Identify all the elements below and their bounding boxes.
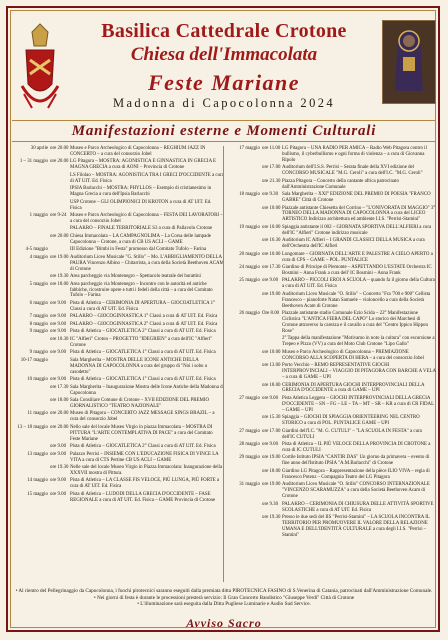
event-text: Area parcheggio via Montenegro – Spettacolo teatrale dei burattini	[70, 274, 201, 280]
event-text: Palazzo Perrisi – INSIEME CON L'EDUCAZIONE FISICA DI VINCE LA VITA a cura di CTS Pertine CB US ACLI – GAME	[70, 451, 219, 463]
event-date	[226, 415, 262, 427]
event-date: 25 maggio	[239, 278, 260, 284]
event-text: Lungomare – GIORNATA DELL'ARTE E PALESTRE A CIELO APERTO a cura di CPS – GAME – POL. PUNTALICE	[282, 251, 433, 263]
event-time: ore 19.00	[50, 254, 69, 260]
event-row	[14, 186, 224, 198]
event-date	[226, 383, 262, 395]
event-date: 11 maggio	[27, 411, 48, 417]
event-text: Auditorium IC Alfieri – I GRANDI CLASSICI DELLA MUSICA a cura dell'Orchestra dell'IC Alfieri	[282, 238, 425, 250]
signature: Avviso Sacro	[186, 616, 262, 630]
event-date	[14, 274, 50, 280]
footer-line-band: • Nei giorni di festa è durante le processioni presterà servizio: Il Gran Concerto Bandistico "Giuseppe Verdi" Città di Crotone	[93, 594, 355, 601]
event-row	[14, 282, 224, 300]
event-time: ore 16.30	[262, 238, 281, 244]
event-text: Auditorium Liceo Musicale "O. Stillo" – Concerto "Fra '700 e 900" Cellista Francesco – pianoforte Natan Samuele – violoncello a cura della Società Beethoven Acam di Crotone	[282, 291, 431, 309]
right-events-column	[226, 146, 436, 540]
event-date: 4-5 maggio	[25, 247, 48, 253]
event-text: Sala Consiliare Comune di Crotone – XVII EDIZIONE DEL PREMIO GIORNALISTICO "TEATRO NAZIONALE"	[70, 398, 210, 409]
event-row	[226, 278, 436, 290]
event-row	[226, 442, 436, 454]
event-date: 26 maggio	[239, 311, 260, 317]
event-time: ore 9.00	[262, 395, 279, 401]
event-row	[14, 322, 224, 328]
event-time: ore 9.00	[50, 321, 67, 327]
event-date: 4 maggio	[29, 254, 48, 260]
event-text: Sala Margherita – Inaugurazione Mostra delle Icone Antiche della Madonna di Capocolonna	[70, 384, 224, 396]
event-time: ore 15.30	[262, 415, 281, 421]
event-time: ore 17.00	[262, 165, 281, 171]
event-text: 2° Tappa della manifestazione "Motivamo in noto la cultura" con escursione a Trepeo e Pizzo (VV) a cura del Moto Club Crotone "Lipo Gallo"	[282, 336, 435, 348]
event-text: PALAKRO – GIOCOGINNASTICA 1° Classi a cura di AT UIT. Ed. Fisica	[70, 314, 218, 320]
event-time: ore 11.00	[262, 146, 281, 151]
event-row	[226, 383, 436, 395]
event-date: 17 maggio	[239, 146, 260, 151]
event-text: Piazzale antistante Chiesetta del Corrino – "L'ONIVORATA DI MAGGIO" 3° TORNEO DELLA MADONNA DI CAPOCOLONNA a cura del LICEO ARTISTICO Indirizzo architettura ed ambiente I.I.S. "Perrisi-Stamini"	[282, 205, 436, 223]
event-text: Museo e Parco Archeologico di Capocolonna – REGHIUM JAZZ IN CONCERTO – a cura del consorzio Jobel	[70, 146, 206, 157]
event-time: ore 13.00	[262, 363, 281, 369]
event-row	[14, 213, 224, 225]
church-subtitle: Chiesa dell'Immacolata	[130, 44, 318, 65]
event-row	[14, 159, 224, 171]
event-time	[50, 358, 70, 376]
event-date	[226, 336, 262, 348]
church-name: Basilica Cattedrale Crotone	[101, 20, 347, 42]
event-time: ore 19.00	[262, 455, 281, 461]
event-date: 9 maggio	[29, 350, 48, 356]
event-row	[14, 146, 224, 158]
event-time: ore 10.00	[262, 205, 281, 211]
event-row	[226, 252, 436, 264]
event-time: ore 9.00	[50, 377, 67, 383]
event-row	[14, 314, 224, 320]
event-time	[50, 226, 70, 232]
event-text: Spiaggia – GIOCHI DI SPIAGGIA ORIENTEERING NEL CENTRO STORICO a cura di POL. PUNTALICE GAME – UPI	[282, 415, 420, 427]
event-row	[226, 482, 436, 500]
festival-title: Feste Mariane	[147, 70, 301, 95]
event-row	[226, 415, 436, 427]
event-row	[14, 301, 224, 313]
event-time: ore 19.00	[262, 482, 281, 488]
event-text: Pista di Atletica – GIOCATLETICA 1° Classi a cura di AT UIT. Ed. Fisica	[70, 350, 216, 356]
event-date	[14, 200, 50, 212]
event-row	[226, 192, 436, 204]
event-row	[14, 398, 224, 410]
event-time: ore 9.30	[262, 192, 279, 198]
event-text: Sala Margherita – MOSTRA DELLE ICONE ANTICHE DELLA MADONNA DI CAPOCOLONNA a cura del gruppo di "Noi i sobu u casodetto"	[70, 357, 208, 375]
event-text: Presso le due sedi del IIS "Perrisi-Stamini" – LA SCUOLA INCONTRA IL TERRITORIO PER PROMUOVERE IL VALORE DELLA RELAZIONE UMANA E DELL'IDENTITÀ CULTURALE a cura degli I.I.S. "Perrisi – Stamini"	[282, 515, 430, 538]
event-date: 6 maggio	[29, 300, 48, 306]
event-time: ore 17.00	[262, 428, 281, 434]
event-text: Pista di Atletica – GIOCATLETICA 2° Classi a cura di AT UIT. Ed. Fisica	[70, 329, 216, 335]
event-row	[14, 329, 224, 335]
event-date: 7 maggio	[29, 314, 48, 320]
event-text: LS Filolao – MOSTRA: AGONISTICA TRA I GRECI D'OCCIDENTE a cura di AT UIT. Ed. Fisica	[70, 172, 224, 184]
event-row	[14, 411, 224, 423]
event-time: ore 21.30	[262, 178, 281, 184]
event-time: ore 9.00	[262, 442, 279, 448]
event-row	[14, 234, 224, 246]
event-date: 27 maggio	[239, 395, 260, 401]
event-time: ore 10.00	[262, 251, 281, 257]
event-time: ore 9.00	[50, 451, 67, 457]
event-row	[226, 350, 436, 362]
event-date	[226, 363, 262, 381]
event-text: Piazzale antistante stadio Comunale Ezio Scida – 22° Manifestazione Ciclistica "L'ANTICA FIERA DEL CAPO" Lo storico dei Marchesi di Crotone attraverso la carezza e il cavallo a cura del "Centro Ippico Hippon Rose"	[282, 311, 428, 334]
event-text: Nelle sale del locale Museo Virgio in Piazza Immacolata: Inaugurazione della XXXVII mostra di Pittura.	[70, 465, 223, 476]
event-time: ore 20.00	[50, 233, 69, 239]
event-text: PALAKRO – FINALE TERRITORIALE S3 a cura di Pallavolo Crotone	[70, 226, 213, 232]
event-time: ore 10.30	[50, 336, 69, 342]
left-events-column	[14, 146, 224, 505]
event-time: ore 20.00	[50, 424, 69, 430]
event-time: ore 18.00	[50, 398, 69, 403]
event-date	[14, 173, 50, 185]
event-time	[50, 186, 70, 198]
event-text: PALAKRO – CERIMONIA DI CHIUSURA DELLE ATTIVITÀ SPORTIVE SCOLASTICHE a cura di AT UIT. Ed. Fisica	[282, 501, 434, 513]
event-text: Piazza Pitagora – Concerto della cantante africa patrocinato dall'Amministrazione Comunale	[282, 178, 399, 190]
event-text: Pista di Atletica – IL PIÙ VELOCE DELLA PROVINCIA DI CROTONE a cura di IC CUTULI	[282, 442, 431, 453]
event-text: Nello sale del locale Museo Virgio in piazza Immacolata – MOSTRA DI PITTURA "L'ARTE CONTEMPLATIVA DI PACE" a cura del Comitato Feste Mariane	[70, 424, 213, 442]
event-row	[226, 238, 436, 250]
event-date	[14, 337, 50, 349]
event-date	[14, 226, 50, 232]
event-date: 14 maggio	[27, 478, 48, 484]
event-row	[14, 255, 224, 273]
event-date	[226, 502, 262, 514]
event-row	[226, 469, 436, 481]
event-text: Museo di Pitagora – CONCERTO JAZZ MESSAGE SINGS BRAZIL – a cura del consorzio Jobel	[70, 411, 215, 423]
event-date	[14, 186, 50, 198]
event-row	[226, 179, 436, 191]
event-date: 8 maggio	[29, 321, 48, 327]
event-time: ore 20.00	[50, 411, 69, 417]
event-date: 13 maggio	[27, 451, 48, 457]
event-row	[14, 200, 224, 212]
header	[0, 12, 448, 130]
event-time: ore 17.30	[50, 384, 69, 390]
event-time: ore 19.30	[50, 274, 69, 280]
event-text: CERIMONIA DI APERTURA GIOCHI INTERPROVINCIALI DELLA GRECIA D'OCCIDENTE a cura di GAME – UPI	[282, 382, 425, 394]
event-date	[226, 179, 262, 191]
event-text: LG Pitagora – MOSTRA: AGONISTICA E GINNASTICA IN GRECIA E MAGNA GRECIA a cura di AONI – Provincia di Crotone	[70, 159, 217, 171]
event-date: 13 – 18 maggio	[17, 424, 48, 430]
event-row	[226, 292, 436, 310]
event-time: ore 20.00	[50, 146, 69, 151]
event-time: ore 9.00	[50, 300, 67, 306]
event-row	[14, 377, 224, 383]
event-row	[14, 385, 224, 397]
event-row	[226, 515, 436, 539]
event-text: Chiesa Immacolata – LA CAMPAGNOLIMA – La Corsa delle lampade Capocolonna – Crotone, a cura di CB US ACLI – GAME	[70, 233, 211, 245]
event-time: ore 18.00	[262, 468, 281, 474]
event-text: Pista di Atletica – GIOCATLETICA 2° Classi a cura di AT UIT. Ed. Fisica	[70, 444, 216, 450]
event-date	[226, 165, 262, 177]
event-time: ore 9.00	[50, 350, 67, 356]
event-date: 1 maggio	[29, 213, 48, 219]
event-date: 28 maggio	[239, 442, 260, 448]
event-text: Pista di Atletica – CERIMONIA DI APERTURA – GIOCOATLETICA 1° Classi a cura di AT UIT. Ed. Fisica	[70, 300, 215, 312]
event-text: Pista di Atletica – GIOCATLETICA 1° Classi a cura di AT UIT. Ed. Fisica	[70, 377, 216, 383]
event-text: Auditorium Liceo Musicale "G. Stillo" – Mo. L'ABBIGLIAMENTO DELLA PAURA Vincenzo Albino – Chitarrista, a cura della Società Beethoven ACAM di Crotone	[70, 254, 224, 272]
event-text: Porto Vecchio – REMO REPRESENTATIVE GIOCHI INTERPROVINCIALI – VIAGGIO DI PITAGORA CON BARCHE A VELA – a cura di GAME – UPI	[282, 363, 436, 381]
event-time: ore 9.00	[50, 329, 67, 335]
event-row	[14, 425, 224, 443]
event-text: PALAKRO – PICCOLI EROI A SCUOLA – quando fa il giorno della Cultura a cura di AT UIT. Ed. Fisica	[282, 278, 435, 290]
event-text: Auditorium dell'I.S.S. Perrisi – Serata finale della XVI edizione del CONCORSO MUSICALE "M.G. Ceroli" a cura dell'I.C. "M.G. Ceroli"	[282, 165, 423, 177]
event-text: Cortile Istituto IPSIA "CANTIR DAS" Un giorno da primavera – evento di fine anno dell'Istituto IPSIA "A.M.Barlacchi" di Crotone	[282, 455, 430, 467]
event-date: 20 maggio	[239, 251, 260, 257]
event-date	[226, 292, 262, 310]
footer-notes	[14, 588, 434, 608]
event-row	[226, 363, 436, 381]
event-text: LG Pitagora – UNA RADIO PER AMICA – Radio Web Pitagora contro il bullismo, il cyberbullismo e ogni forma di violenza – a cura di Giovanna Ripolo	[282, 146, 427, 163]
event-text: IPSIA Barlacchi – MOSTRA: PHYLLOS – Esempio di cristianesimo in Magna Grecia a cura dell'Ipsia Barlacchi	[70, 186, 212, 198]
event-row	[226, 206, 436, 224]
event-text: Pista Atletica Leggera – GIOCHI INTERPROVINCIALI DELLA GRECIA D'OCCIDENTE – SN – FG – LE – TA – MT – SR – KR a cura di CR FIDAL – GAME – UPI	[282, 395, 434, 413]
event-row	[226, 311, 436, 335]
event-date	[14, 398, 50, 410]
event-date	[14, 444, 50, 450]
event-row	[14, 350, 224, 356]
event-row	[226, 225, 436, 237]
event-text: Spiaggia antistante il 002 – GIORNATA SPORTIVA DELL'ALFIERI a cura dell'IC "Alfieri" Crotone indirizzo musicale	[282, 224, 432, 236]
event-row	[14, 465, 224, 477]
event-date: 18 maggio	[239, 192, 260, 198]
event-date	[226, 469, 262, 481]
event-date	[226, 515, 262, 539]
event-time: ore 18.00	[50, 281, 69, 287]
event-time: ore 9-24	[50, 213, 67, 219]
event-time: ore 17.30	[262, 265, 281, 271]
event-text: Pista di Atletica – LA CLASSE FIS VELOCE, PIÙ LUNGA, PIÙ FORTE a cura di AT UIT. Ed. Fisica	[70, 478, 220, 490]
section-subtitle: Manifestazioni esterne e Momenti Culturali	[12, 120, 436, 142]
event-row	[14, 173, 224, 185]
event-row	[14, 274, 224, 280]
event-time: ore 19.30	[262, 515, 281, 520]
event-row	[226, 146, 436, 164]
event-text: Pista di Atletica – LUDODI DELLA GRECIA D'OCCIDENTE – FASE REGIONALE a cura di AT UIT. Ed. Fisica – GAME Provincia di Crotone	[70, 491, 216, 503]
event-row	[226, 396, 436, 414]
event-date	[226, 206, 262, 224]
event-row	[226, 265, 436, 277]
event-date	[14, 385, 50, 397]
event-time: ore 10.00	[262, 349, 281, 355]
event-text: IC "Alfieri" Croton – PROGETTO "IDEGRIEN" a cura dell'IC "Alfieri" Crotone	[70, 336, 213, 348]
event-time: ore 9.00	[50, 314, 67, 320]
event-time: Ore 8.00	[262, 311, 280, 317]
event-time: ore 9.00	[50, 491, 67, 497]
event-row	[14, 492, 224, 504]
event-time	[50, 200, 70, 212]
event-time: ore 18.00	[262, 382, 281, 388]
event-text: Giardini dell'I.C. "M. G. CUTULI" – "LA SCUOLA IN FESTA" a cura dell'IC CUTULI	[282, 428, 422, 440]
event-row	[226, 502, 436, 514]
event-text: Area parcheggio via Montenegro – Incontro con le autorità ed antiche fabbiche, ricostruire opere e tutti i fedeli della città – a cura del Comitato Tufolo – Farina	[70, 281, 213, 299]
event-time	[50, 247, 70, 253]
event-row	[14, 226, 224, 232]
footer-line-fireworks: • Al rientro del Pellegrinaggio da Capocolonna, i fuochi pirotecnici saranno eseguiti dalla premiata ditta PIROTECNICA FASINO di S.Venerina di Catania, patrocinati dall'Amministrazione Comunale.	[15, 588, 433, 594]
event-date	[226, 350, 262, 362]
event-text: Giardino LG Pitagora – Rappresentazione della pièce ILIO VIVA – regia di Francesco Potenz – Compagnia Teatro del LG Pitagora	[282, 468, 430, 480]
event-time: ore 9.30	[262, 501, 279, 507]
event-date: 9 maggio	[29, 329, 48, 335]
event-text: Museo e Parco Archeologico di Capocolonna – PREMIAZIONE CONCORSO ALLA SCOPERTA DI HERA – a cura del consorzio Jobel	[282, 349, 424, 361]
festival-year: Madonna di Capocolonna 2024	[112, 96, 336, 110]
papal-crest-icon	[12, 20, 68, 116]
event-date: 15 maggio	[27, 491, 48, 497]
event-date: 5 maggio	[29, 281, 48, 287]
event-row	[226, 429, 436, 441]
event-date: 29 maggio	[239, 455, 260, 461]
event-text: PALAKRO – GIOCOGINNASTICA 2° Classi a cura di AT UIT. Ed. Fisica	[70, 321, 218, 327]
event-text: Sala Margherita – XXI° EDIZIONE DEL PREMIO DI POESIA "FRANCO GABRE" Città di Crotone	[282, 192, 431, 204]
event-time: ore 20.00	[50, 159, 69, 165]
event-text: USP Crotone – GLI OLIMPIONICI DI KROTON a cura di AT UIT. Ed. Fisica	[70, 199, 212, 211]
event-time	[262, 336, 282, 348]
event-row	[14, 358, 224, 376]
event-date: 27 maggio	[239, 428, 260, 434]
event-text: III Edizione "Bimbi in Festa" promosso dal Comitato Tufolo – Farina	[70, 247, 207, 253]
event-row	[14, 452, 224, 464]
event-row	[226, 165, 436, 177]
event-row	[14, 478, 224, 490]
event-row	[14, 444, 224, 450]
event-date: 24 maggio	[239, 265, 260, 271]
event-time: ore 10.00	[262, 224, 281, 230]
event-time: ore 9.00	[50, 444, 67, 450]
column-divider	[223, 146, 224, 582]
madonna-image	[382, 20, 436, 104]
event-date: 10 maggio	[27, 377, 48, 383]
event-date: 10-17 maggio	[20, 357, 48, 363]
event-date: 19 maggio	[239, 224, 260, 230]
event-text: Giardino di Principe di Piemonte – ASPETTANDO L'ESTATE Orchestra IC Bosmini – Anna Frank a cura dell' IC Bosmini – Anna Frank	[282, 265, 432, 276]
event-date: 31 maggio	[239, 482, 260, 488]
event-row	[226, 455, 436, 467]
event-time: ore 19.00	[262, 291, 281, 297]
event-time	[50, 173, 70, 185]
event-time: ore 9.00	[50, 478, 67, 484]
event-time: ore 19.30	[50, 465, 69, 471]
event-time: ore 9.00	[262, 278, 279, 284]
event-row	[14, 247, 224, 253]
footer-line-lights: • L'illuminazione sarà eseguita dalla Ditta Pugliese Luminarie e Audio Sud Service.	[137, 601, 311, 607]
event-date	[14, 234, 50, 246]
event-row	[226, 336, 436, 348]
event-date: 1 – 31 maggio	[19, 159, 48, 165]
event-text: Auditorium Liceo Musicale "O. Stillo" CONCORSO INTERNAZIONALE "VINCENZO SCARAMUZZA" a cura della Società Beethoven Acam di Crotone	[282, 482, 430, 500]
event-date: 30 aprile	[30, 146, 48, 151]
event-date	[226, 238, 262, 250]
event-date	[14, 465, 50, 477]
event-text: Museo e Parco Archeologico di Capocolonna – FESTA DEI LAVORATORI – a cura del consorzio Jobel	[70, 213, 223, 224]
event-row	[14, 337, 224, 349]
